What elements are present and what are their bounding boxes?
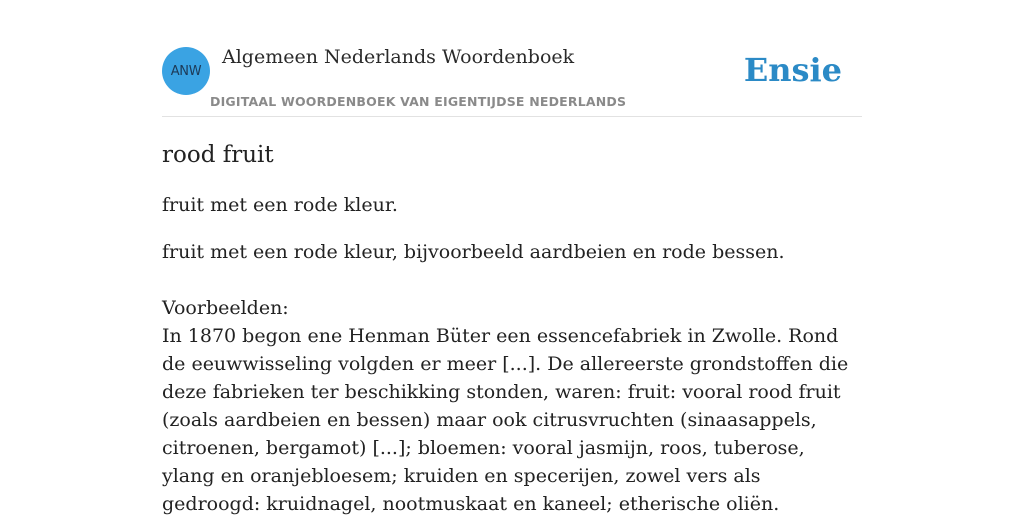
site-title: Algemeen Nederlands Woordenboek: [222, 46, 575, 68]
examples-section: [162, 294, 862, 518]
examples-heading: Voorbeelden:: [162, 297, 289, 319]
definition-long: fruit met een rode kleur, bijvoorbeeld aardbeien en rode bessen.: [162, 241, 785, 263]
entry-content: [162, 139, 862, 518]
entry-term: rood fruit: [162, 142, 274, 168]
ensie-brand-link[interactable]: Ensie: [743, 51, 842, 89]
site-tagline: DIGITAAL WOORDENBOEK VAN EIGENTIJDSE NEDERLANDS: [210, 94, 627, 109]
site-header: [162, 44, 862, 117]
definition-short: fruit met een rode kleur.: [162, 194, 398, 216]
anw-logo[interactable]: ANW: [162, 47, 210, 95]
example-text: In 1870 begon ene Henman Büter een essencefabriek in Zwolle. Rond de eeuwwisseling volgden er meer [...]. De allereerste grondstoffen die deze fabrieken ter beschikking stonden, waren: fruit: vooral rood fruit (zoals aardbeien en bessen) maar ook citrusvruchten (sinaasappels, citroenen, bergamot) [...]; bloemen: vooral jasmijn, roos, tuberose, ylang en oranjebloesem; kruiden en specerijen, zowel vers als gedroogd: kruidnagel, nootmuskaat en kaneel; etherische oliën.: [162, 325, 849, 515]
